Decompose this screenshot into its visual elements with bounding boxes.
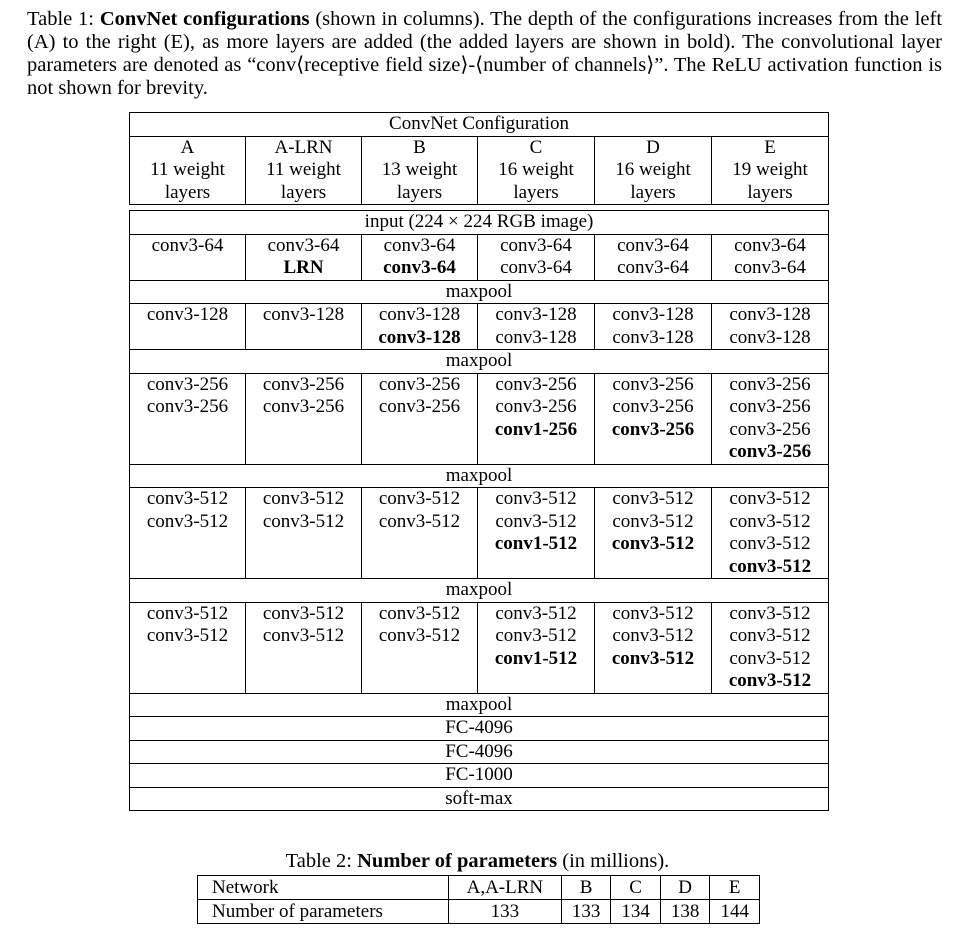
column-name-a: A	[130, 136, 246, 159]
tail-layer-3-row	[130, 740, 829, 764]
layer-cell: conv3-512	[612, 625, 694, 646]
configuration-header: ConvNet Configuration	[130, 113, 829, 137]
block-1-col-e	[712, 234, 829, 280]
table2-header-d: D	[660, 876, 710, 900]
layer-cell: conv3-256	[262, 396, 345, 417]
layer-cell: conv3-256	[378, 373, 461, 395]
layer-cell: conv3-512	[262, 510, 345, 532]
column-depth-a: 11 weight layers	[130, 159, 246, 205]
block-2-col-d	[595, 304, 712, 350]
block-3-col-a	[130, 373, 246, 464]
column-name-row	[130, 136, 829, 159]
table1-caption	[27, 8, 942, 100]
layer-cell: conv3-512	[729, 602, 811, 624]
layer-cell: conv3-512	[495, 625, 577, 646]
layer-cell: conv3-256	[495, 373, 577, 395]
layer-cell: conv3-512	[728, 555, 812, 577]
tail-layer-5-row	[130, 787, 829, 811]
layer-cell: conv3-256	[262, 373, 345, 395]
layer-cell: conv3-512	[146, 602, 229, 624]
layer-cell: conv3-128	[612, 326, 694, 348]
layer-cell: conv3-128	[378, 326, 461, 348]
block-2-col-b	[362, 304, 478, 350]
column-name-c: C	[478, 136, 595, 159]
layer-cell: conv3-64	[151, 234, 224, 256]
tail-layer-5: soft-max	[130, 787, 829, 811]
layer-cell: conv3-256	[495, 396, 577, 417]
layer-cell: conv3-64	[734, 257, 806, 278]
block-2-col-a	[130, 304, 246, 350]
block-2-col-c	[478, 304, 595, 350]
block-1-col-d	[595, 234, 712, 280]
maxpool-1-row	[130, 280, 829, 304]
block-3-col-d	[595, 373, 712, 464]
block-2-row	[130, 304, 829, 350]
block-5-col-c	[478, 602, 595, 693]
maxpool-2-row	[130, 350, 829, 374]
layer-cell: conv3-512	[728, 670, 812, 691]
layer-cell: conv3-512	[378, 488, 461, 509]
layer-cell: conv3-128	[612, 304, 694, 325]
column-name-e: E	[712, 136, 829, 159]
column-depth-e: 19 weight layers	[712, 159, 829, 205]
layer-cell: conv3-256	[612, 373, 694, 395]
block-5-col-e	[712, 602, 829, 693]
layer-cell: conv3-512	[495, 510, 577, 532]
layer-cell: conv3-256	[729, 373, 811, 395]
layer-cell: conv3-64	[500, 257, 572, 278]
block-3-row	[130, 373, 829, 464]
block-1-col-a	[130, 234, 246, 280]
tail-layer-4-row	[130, 764, 829, 788]
parameter-count-table	[197, 875, 760, 924]
block-3-col-a-lrn	[246, 373, 362, 464]
table2-value-e: 144	[710, 900, 760, 924]
layer-cell: conv3-256	[729, 396, 811, 417]
block-5-col-a-lrn	[246, 602, 362, 693]
layer-cell: conv3-128	[729, 304, 811, 325]
table2-row-label: Number of parameters	[198, 900, 449, 924]
layer-cell: conv1-512	[494, 647, 578, 669]
layer-cell: conv3-512	[611, 533, 695, 554]
block-4-col-d	[595, 488, 712, 579]
layer-cell: conv3-64	[267, 234, 340, 256]
table2-header-a: A,A-LRN	[448, 876, 561, 900]
block-4-col-b	[362, 488, 478, 579]
maxpool-3: maxpool	[130, 464, 829, 488]
layer-cell: conv3-256	[146, 373, 229, 395]
layer-cell: conv3-512	[612, 488, 694, 509]
layer-cell: conv3-512	[729, 647, 811, 669]
layer-cell: conv3-512	[611, 647, 695, 669]
caption1-text: (shown in columns). The depth of the configurations increases from the left (A) to the right (E), as more layers are added (the added layers are shown in bold). The convolutional layer parameters are denoted as “conv⟨receptive field size⟩-⟨number of channels⟩”. The ReLU activation function is not shown for brevity.	[27, 8, 943, 99]
table2-header-network: Network	[198, 876, 449, 900]
layer-cell: conv3-512	[378, 602, 461, 624]
layer-cell: conv3-512	[729, 488, 811, 509]
layer-cell: conv3-512	[378, 510, 461, 532]
layer-cell: conv3-256	[612, 396, 694, 417]
table2-values-row	[198, 900, 760, 924]
column-name-a-lrn: A-LRN	[246, 136, 362, 159]
layer-cell: conv3-512	[612, 510, 694, 532]
column-depth-row	[130, 159, 829, 205]
tail-layer-3: FC-4096	[130, 740, 829, 764]
tail-layer-2: FC-4096	[130, 717, 829, 741]
layer-cell: conv3-512	[262, 488, 345, 509]
block-2-col-a-lrn	[246, 304, 362, 350]
block-4-col-c	[478, 488, 595, 579]
column-depth-d: 16 weight layers	[595, 159, 712, 205]
tail-layer-2-row	[130, 717, 829, 741]
caption2-label: Table 2:	[285, 850, 352, 872]
table2-header-b: B	[561, 876, 611, 900]
block-4-col-a-lrn	[246, 488, 362, 579]
layer-cell: conv3-256	[378, 396, 461, 417]
column-depth-a-lrn: 11 weight layers	[246, 159, 362, 205]
table2-value-d: 138	[660, 900, 710, 924]
layer-cell: conv3-512	[262, 602, 345, 624]
block-4-col-e	[712, 488, 829, 579]
block-5-col-d	[595, 602, 712, 693]
block-4-col-a	[130, 488, 246, 579]
layer-cell: conv3-128	[495, 304, 577, 325]
layer-cell: conv3-512	[495, 602, 577, 624]
block-1-col-c	[478, 234, 595, 280]
layer-cell: conv3-512	[729, 533, 811, 554]
convnet-configuration-table	[129, 112, 829, 811]
layer-cell: conv3-512	[729, 625, 811, 646]
layer-cell: conv3-64	[500, 234, 572, 256]
block-3-col-c	[478, 373, 595, 464]
layer-cell: conv1-256	[494, 418, 578, 440]
block-5-row	[130, 602, 829, 693]
block-5-col-a	[130, 602, 246, 693]
block-2-col-e	[712, 304, 829, 350]
table2-value-c: 134	[611, 900, 661, 924]
caption2-text: (in millions).	[562, 850, 670, 872]
layer-cell: conv3-128	[495, 326, 577, 348]
caption1-label: Table 1:	[27, 8, 95, 30]
layer-cell: conv3-512	[612, 602, 694, 624]
block-1-col-a-lrn	[246, 234, 362, 280]
maxpool-2: maxpool	[130, 350, 829, 374]
layer-cell: conv3-64	[617, 257, 689, 278]
layer-cell: conv3-64	[383, 234, 456, 256]
input-row-label-row	[130, 211, 829, 235]
column-depth-b: 13 weight layers	[362, 159, 478, 205]
layer-cell: conv3-512	[729, 510, 811, 532]
layer-cell: conv3-64	[734, 234, 806, 256]
block-4-row	[130, 488, 829, 579]
block-5-col-b	[362, 602, 478, 693]
tail-layer-4: FC-1000	[130, 764, 829, 788]
table2-caption	[0, 849, 955, 873]
caption2-title: Number of parameters	[357, 850, 558, 872]
layer-cell: conv3-256	[729, 418, 811, 440]
column-name-d: D	[595, 136, 712, 159]
maxpool-3-row	[130, 464, 829, 488]
input-row-label: input (224 × 224 RGB image)	[130, 211, 829, 235]
layer-cell: conv3-512	[146, 510, 229, 532]
layer-cell: conv3-512	[495, 488, 577, 509]
layer-cell: conv3-64	[617, 234, 689, 256]
column-depth-c: 16 weight layers	[478, 159, 595, 205]
block-3-col-b	[362, 373, 478, 464]
maxpool-4-row	[130, 579, 829, 603]
block-1-col-b	[362, 234, 478, 280]
layer-cell: conv3-256	[611, 418, 695, 440]
layer-cell: conv3-128	[262, 304, 345, 325]
layer-cell: LRN	[283, 257, 324, 278]
table2-header-e: E	[710, 876, 760, 900]
maxpool-4: maxpool	[130, 579, 829, 603]
tail-layer-1-row	[130, 693, 829, 717]
configuration-header-row	[130, 113, 829, 137]
table2-value-a: 133	[448, 900, 561, 924]
column-name-b: B	[362, 136, 478, 159]
maxpool-1: maxpool	[130, 280, 829, 304]
layer-cell: conv3-512	[146, 625, 229, 646]
table2-value-b: 133	[561, 900, 611, 924]
layer-cell: conv3-128	[729, 326, 811, 348]
layer-cell: conv3-128	[378, 304, 461, 325]
layer-cell: conv3-512	[378, 625, 461, 646]
caption1-title: ConvNet configurations	[99, 8, 310, 30]
layer-cell: conv3-512	[262, 625, 345, 646]
layer-cell: conv1-512	[494, 533, 578, 554]
layer-cell: conv3-256	[728, 441, 812, 462]
block-3-col-e	[712, 373, 829, 464]
layer-cell: conv3-256	[146, 396, 229, 417]
layer-cell: conv3-512	[146, 488, 229, 509]
tail-layer-1: maxpool	[130, 693, 829, 717]
layer-cell: conv3-64	[383, 257, 456, 278]
table2-header-row	[198, 876, 760, 900]
block-1-row	[130, 234, 829, 280]
table2-header-c: C	[611, 876, 661, 900]
layer-cell: conv3-128	[146, 304, 229, 325]
